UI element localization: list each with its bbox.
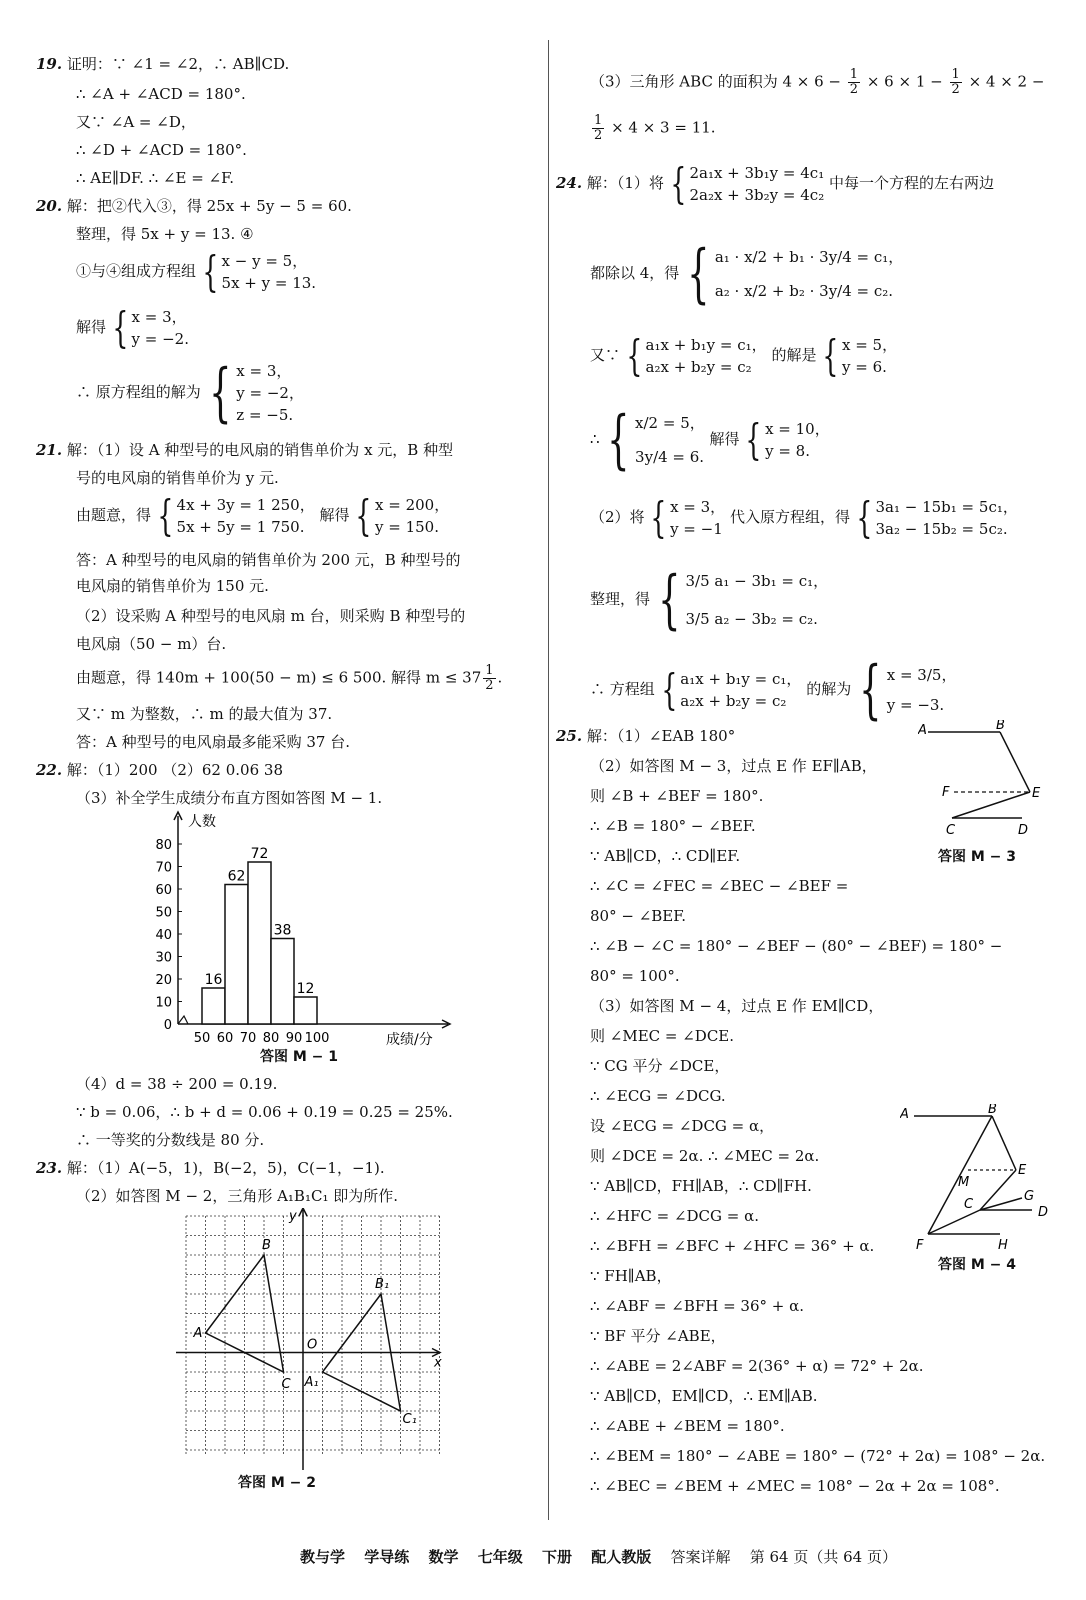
histogram-bar xyxy=(225,885,248,1025)
equation-system: { 2a₁x + 3b₁y = 4c₁ 2a₂x + 3b₂y = 4c₂ xyxy=(670,159,825,208)
problem-25-line-1: 25. 解：（1）∠EAB 180° xyxy=(556,727,736,745)
y-tick-label: 40 xyxy=(155,928,172,943)
histogram-bar xyxy=(202,988,225,1024)
coordinate-grid-figure xyxy=(176,1208,446,1472)
equation-system: { a₁x + b₁y = c₁， a₂x + b₂y = c₂ xyxy=(660,665,802,714)
equation-system: { a₁ · x/2 + b₁ · 3y/4 = c₁， a₂ · x/2 + b₂ · 3y/4 = c₂. xyxy=(687,237,904,311)
y-tick-label: 50 xyxy=(155,905,172,921)
problem-24-line-2: 都除以 4，得 { a₁ · x/2 + b₁ · 3y/4 = c₁， a₂ · x/2 + b₂ · 3y/4 = c₂. xyxy=(590,237,904,311)
label-y-axis: y xyxy=(289,1209,297,1224)
segment-be xyxy=(1000,732,1030,792)
problem-25-line-15: 则 ∠DCE = 2α. ∴ ∠MEC = 2α. xyxy=(590,1147,820,1165)
problem-21-line-2: 号的电风扇的销售单价为 y 元. xyxy=(76,469,279,487)
problem-24-line-1: 24. 解：（1）将 { 2a₁x + 3b₁y = 4c₁ 2a₂x + 3b₂y = 4c₂ 中每一个方程的左右两边 xyxy=(556,159,995,208)
label-b1: B₁ xyxy=(375,1277,390,1292)
y-tick-label: 10 xyxy=(155,995,172,1011)
grid-lines xyxy=(186,1216,440,1454)
problem-25-line-17: ∴ ∠HFC = ∠DCG = α. xyxy=(590,1207,760,1225)
problem-21-line-10: 答：A 种型号的电风扇最多能采购 37 台. xyxy=(76,733,350,751)
fraction-half: $\frac{1}{2}$ xyxy=(849,67,859,97)
label-c: C xyxy=(964,1197,974,1212)
histogram-chart xyxy=(146,810,506,1050)
problem-23-3-line-2: $\frac{1}{2}$ × 4 × 3 = 11. xyxy=(594,113,716,143)
problem-25-line-23: ∵ AB∥CD，EM∥CD，∴ EM∥AB. xyxy=(590,1387,818,1405)
problem-21-line-9: 又∵ m 为整数，∴ m 的最大值为 37. xyxy=(76,705,333,723)
figure-m4-caption: 答图 M − 4 xyxy=(938,1257,1017,1273)
solution-system: { x = 3， y = −2. xyxy=(112,303,189,352)
label-h: H xyxy=(998,1238,1008,1253)
equation-system: { x − y = 5， 5x + y = 13. xyxy=(202,247,317,296)
x-axis-label: 成绩/分 xyxy=(386,1032,433,1048)
problem-23-line-1: 23. 解：（1）A(−5，1)，B(−2，5)，C(−1，−1). xyxy=(36,1159,385,1177)
problem-25-line-10: （3）如答图 M − 4，过点 E 作 EM∥CD， xyxy=(590,997,884,1015)
problem-25-line-12: ∵ CG 平分 ∠DCE， xyxy=(590,1057,730,1075)
fraction-half: $\frac{1}{2}$ xyxy=(594,113,603,143)
figure-m3 xyxy=(918,720,1058,840)
grid-labels xyxy=(193,1209,443,1427)
problem-20-line-2: 整理，得 5x + y = 13. ④ xyxy=(76,225,254,243)
problem-24-line-7: ∴ 方程组 { a₁x + b₁y = c₁， a₂x + b₂y = c₂ 的解为 { x = 3/5， y = −3. xyxy=(590,653,957,727)
problem-21-line-6: （2）设采购 A 种型号的电风扇 m 台，则采购 B 种型号的 xyxy=(76,607,466,625)
bar-value-label: 12 xyxy=(296,981,315,997)
label-d: D xyxy=(1038,1205,1049,1220)
label-m: M xyxy=(958,1175,970,1190)
footer-page-number: 第 64 页（共 64 页） xyxy=(749,1548,897,1566)
label-d: D xyxy=(1018,823,1029,838)
problem-25-line-11: 则 ∠MEC = ∠DCE. xyxy=(590,1027,735,1045)
problem-24-line-4: ∴ { x/2 = 5， 3y/4 = 6. 解得 { x = 10， y = 8. xyxy=(590,403,830,477)
label-f: F xyxy=(942,785,950,800)
column-divider xyxy=(548,40,549,1520)
equation-system: { x = 3， y = −1 xyxy=(650,493,726,542)
fraction-half: $\frac{1}{2}$ xyxy=(951,67,960,97)
problem-24-line-3: 又∵ { a₁x + b₁y = c₁， a₂x + b₂y = c₂ 的解是 { x = 5， y = 6. xyxy=(590,331,898,380)
problem-24-line-6: 整理，得 { 3/5 a₁ − 3b₁ = c₁， 3/5 a₂ − 3b₂ = c₂. xyxy=(590,563,829,637)
footer-section: 答案详解 xyxy=(670,1548,731,1566)
label-b: B xyxy=(988,1104,997,1117)
problem-20-line-4: 解得 { x = 3， y = −2. xyxy=(76,303,189,352)
problem-22-line-4: ∵ b = 0.06，∴ b + d = 0.06 + 0.19 = 0.25 = 25%. xyxy=(76,1103,453,1121)
label-e: E xyxy=(1032,786,1041,801)
equation-system: { a₁x + b₁y = c₁， a₂x + b₂y = c₂ xyxy=(626,331,767,380)
label-b: B xyxy=(262,1238,271,1253)
y-tick-label: 60 xyxy=(155,883,172,898)
label-a: A xyxy=(193,1326,203,1341)
problem-22-line-3: （4）d = 38 ÷ 200 = 0.19. xyxy=(76,1075,278,1093)
solution-system-3: { x = 3， y = −2， z = −5. xyxy=(208,356,304,430)
problem-25-line-19: ∵ FH∥AB， xyxy=(590,1267,672,1285)
histogram-bar xyxy=(294,997,317,1024)
footer-grade: 七年级 xyxy=(477,1548,523,1566)
problem-22-line-5: ∴ 一等奖的分数线是 80 分. xyxy=(76,1131,265,1149)
label-x-axis: x xyxy=(434,1355,442,1371)
problem-25-line-2: （2）如答图 M − 3，过点 E 作 EF∥AB， xyxy=(590,757,877,775)
x-tick-label: 50 xyxy=(193,1031,211,1046)
problem-25-line-4: ∴ ∠B = 180° − ∠BEF. xyxy=(590,817,756,835)
label-c: C xyxy=(946,823,956,838)
problem-25-line-26: ∴ ∠BEC = ∠BEM + ∠MEC = 108° − 2α + 2α = 108°. xyxy=(590,1477,1000,1495)
segment-ec xyxy=(980,1170,1016,1210)
problem-25-line-9: 80° = 100°. xyxy=(590,967,680,985)
problem-21-line-5: 电风扇的销售单价为 150 元. xyxy=(76,577,269,595)
footer-edition: 配人教版 xyxy=(591,1548,652,1566)
y-tick-label: 80 xyxy=(155,838,172,853)
y-tick-label: 20 xyxy=(155,973,172,988)
problem-25-line-5: ∵ AB∥CD，∴ CD∥EF. xyxy=(590,847,741,865)
histogram-bar xyxy=(271,939,294,1025)
solution-system: { x = 3/5， y = −3. xyxy=(859,653,957,727)
problem-25-line-14: 设 ∠ECG = ∠DCG = α， xyxy=(590,1117,775,1135)
problem-20-line-5: ∴ 原方程组的解为 { x = 3， y = −2， z = −5. xyxy=(76,356,304,430)
problem-25-line-24: ∴ ∠ABE + ∠BEM = 180°. xyxy=(590,1417,785,1435)
label-a1: A₁ xyxy=(304,1375,319,1390)
problem-19-line-1: 19. 证明：∵ ∠1 = ∠2，∴ AB∥CD. xyxy=(36,55,290,73)
problem-19-line-3: 又∵ ∠A = ∠D， xyxy=(76,113,196,131)
problem-25-line-16: ∵ AB∥CD，FH∥AB，∴ CD∥FH. xyxy=(590,1177,812,1195)
segment-fc xyxy=(928,1210,980,1234)
problem-25-line-20: ∴ ∠ABF = ∠BFH = 36° + α. xyxy=(590,1297,805,1315)
problem-25-line-13: ∴ ∠ECG = ∠DCG. xyxy=(590,1087,726,1105)
y-tick-label: 70 xyxy=(155,860,172,876)
equation-system: { 4x + 3y = 1 250， 5x + 5y = 1 750. xyxy=(157,491,315,540)
problem-21-line-8: 由题意，得 140m + 100(50 − m) ≤ 6 500. 解得 m ≤ 37 $\frac{1}{2}$ . xyxy=(76,663,503,693)
figure-m2-caption: 答图 M − 2 xyxy=(238,1475,317,1491)
y-axis-label: 人数 xyxy=(188,814,216,830)
figure-m4 xyxy=(900,1104,1070,1254)
bar-value-label: 72 xyxy=(250,846,269,862)
y-tick-label: 0 xyxy=(163,1018,172,1033)
axis-break xyxy=(178,1016,188,1024)
bar-value-label: 38 xyxy=(273,922,292,939)
problem-19-line-4: ∴ ∠D + ∠ACD = 180°. xyxy=(76,141,247,159)
label-a: A xyxy=(900,1107,909,1122)
problem-25-line-3: 则 ∠B + ∠BEF = 180°. xyxy=(590,787,764,805)
problem-20-line-1: 20. 解：把②代入③，得 25x + 5y − 5 = 60. xyxy=(36,197,352,215)
problem-25-line-7: 80° − ∠BEF. xyxy=(590,907,687,925)
segment-ec xyxy=(952,792,1030,818)
page-footer xyxy=(300,1546,911,1567)
footer-volume: 下册 xyxy=(542,1548,573,1566)
problem-23-line-2: （2）如答图 M − 2，三角形 A₁B₁C₁ 即为所作. xyxy=(76,1187,398,1205)
histogram-marks xyxy=(155,812,450,1048)
figure-m1-caption: 答图 M − 1 xyxy=(260,1049,339,1065)
label-b: B xyxy=(996,720,1005,733)
problem-21-line-7: 电风扇（50 − m）台. xyxy=(76,635,227,653)
x-tick-label: 90 xyxy=(285,1031,303,1046)
problem-25-line-18: ∴ ∠BFH = ∠BFC + ∠HFC = 36° + α. xyxy=(590,1237,875,1255)
solution-system: { x = 5， y = 6. xyxy=(822,331,898,380)
problem-22-line-1: 22. 解：（1）200 （2）62 0.06 38 xyxy=(36,761,283,779)
problem-25-line-8: ∴ ∠B − ∠C = 180° − ∠BEF − (80° − ∠BEF) = 180° − xyxy=(590,937,1003,955)
problem-24-line-5: （2）将 { x = 3， y = −1 代入原方程组，得 { 3a₁ − 15b₁ = 5c₁， 3a₂ − 15b₂ = 5c₂. xyxy=(590,493,1018,542)
label-c: C xyxy=(281,1377,291,1392)
problem-19-line-2: ∴ ∠A + ∠ACD = 180°. xyxy=(76,85,246,103)
problem-25-line-6: ∴ ∠C = ∠FEC = ∠BEC − ∠BEF = xyxy=(590,877,849,895)
problem-25-line-25: ∴ ∠BEM = 180° − ∠ABE = 180° − (72° + 2α) = 108° − 2α. xyxy=(590,1447,1046,1465)
problem-21-line-3: 由题意，得 { 4x + 3y = 1 250， 5x + 5y = 1 750. 解得 { x = 200， y = 150. xyxy=(76,491,450,540)
problem-25-line-22: ∴ ∠ABE = 2∠ABF = 2(36° + α) = 72° + 2α. xyxy=(590,1357,924,1375)
label-g: G xyxy=(1024,1189,1035,1204)
problem-19-line-5: ∴ AE∥DF. ∴ ∠E = ∠F. xyxy=(76,169,234,187)
x-tick-label: 60 xyxy=(216,1031,234,1046)
figure-m3-caption: 答图 M − 3 xyxy=(938,849,1017,865)
footer-book: 教与学 xyxy=(300,1548,346,1566)
x-tick-label: 70 xyxy=(239,1031,257,1046)
fraction: $\frac{1}{2}$ xyxy=(485,663,494,693)
footer-series: 学导练 xyxy=(364,1548,410,1566)
equation-system: { 3/5 a₁ − 3b₁ = c₁， 3/5 a₂ − 3b₂ = c₂. xyxy=(657,563,829,637)
solution-system: { x = 200， y = 150. xyxy=(355,491,450,540)
equation-system: { x/2 = 5， 3y/4 = 6. xyxy=(607,403,705,477)
label-origin: O xyxy=(307,1337,318,1353)
problem-23-3-line-1: （3）三角形 ABC 的面积为 4 × 6 − $\frac{1}{2}$ × 6 × 1 − $\frac{1}{2}$ × 4 × 2 − xyxy=(590,67,1045,97)
problem-25-line-21: ∵ BF 平分 ∠ABE， xyxy=(590,1327,726,1345)
footer-subject: 数学 xyxy=(428,1548,459,1566)
label-c1: C₁ xyxy=(402,1412,417,1427)
label-e: E xyxy=(1018,1163,1027,1178)
x-tick-label: 100 xyxy=(304,1031,330,1046)
bar-value-label: 62 xyxy=(227,868,246,885)
label-a: A xyxy=(918,723,927,738)
y-tick-label: 30 xyxy=(155,950,172,966)
problem-21-line-4: 答：A 种型号的电风扇的销售单价为 200 元，B 种型号的 xyxy=(76,551,461,569)
histogram-bar xyxy=(248,862,271,1024)
equation-system: { 3a₁ − 15b₁ = 5c₁， 3a₂ − 15b₂ = 5c₂. xyxy=(856,493,1018,542)
solution-system: { x = 10， y = 8. xyxy=(745,415,830,464)
x-tick-label: 80 xyxy=(262,1031,280,1046)
problem-20-line-3: ①与④组成方程组 { x − y = 5， 5x + y = 13. xyxy=(76,247,317,296)
segment-be xyxy=(992,1116,1016,1170)
label-f: F xyxy=(916,1238,924,1253)
problem-21-line-1: 21. 解：（1）设 A 种型号的电风扇的销售单价为 x 元，B 种型 xyxy=(36,441,454,459)
bar-value-label: 16 xyxy=(204,972,223,988)
problem-22-line-2: （3）补全学生成绩分布直方图如答图 M − 1. xyxy=(76,789,383,807)
